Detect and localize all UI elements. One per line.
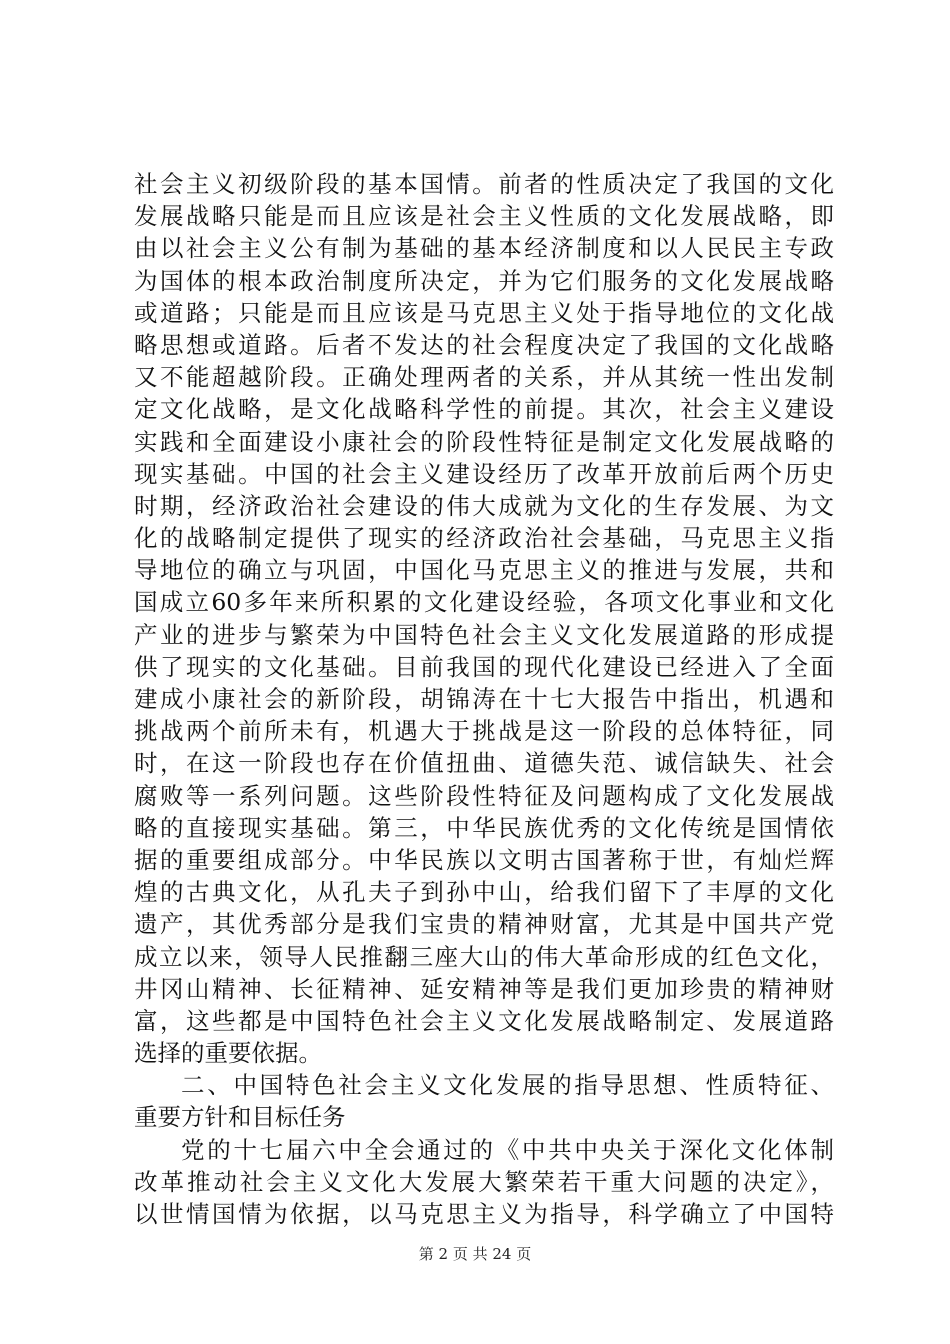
section-heading-line: 二、中国特色社会主义文化发展的指导思想、性质特征、 [181, 1071, 834, 1100]
text-line: 发展战略只能是而且应该是社会主义性质的文化发展战略，即 [134, 202, 834, 231]
text-line: 成立以来，领导人民推翻三座大山的伟大革命形成的红色文化， [134, 942, 834, 971]
text-line: 选择的重要依据。 [134, 1039, 322, 1068]
text-line: 井冈山精神、长征精神、延安精神等是我们更加珍贵的精神财 [134, 974, 834, 1003]
text-line: 时期，经济政治社会建设的伟大成就为文化的生存发展、为文 [134, 491, 834, 520]
text-line: 挑战两个前所未有，机遇大于挑战是这一阶段的总体特征，同 [134, 717, 834, 746]
text-line: 时，在这一阶段也存在价值扭曲、道德失范、诚信缺失、社会 [134, 749, 834, 778]
text-line: 为国体的根本政治制度所决定，并为它们服务的文化发展战略 [134, 266, 834, 295]
text-line: 党的十七届六中全会通过的《中共中央关于深化文化体制 [181, 1135, 834, 1164]
text-line: 供了现实的文化基础。目前我国的现代化建设已经进入了全面 [134, 652, 834, 681]
text-line: 产业的进步与繁荣为中国特色社会主义文化发展道路的形成提 [134, 620, 834, 649]
text-line: 社会主义初级阶段的基本国情。前者的性质决定了我国的文化 [134, 170, 834, 198]
text-line: 富，这些都是中国特色社会主义文化发展战略制定、发展道路 [134, 1006, 834, 1035]
text-line: 国成立60多年来所积累的文化建设经验，各项文化事业和文化 [134, 588, 834, 617]
text-line: 改革推动社会主义文化大发展大繁荣若干重大问题的决定》， [134, 1167, 834, 1196]
text-line: 据的重要组成部分。中华民族以文明古国著称于世，有灿烂辉 [134, 845, 834, 874]
document-body [134, 168, 834, 1230]
text-line: 又不能超越阶段。正确处理两者的关系，并从其统一性出发制 [134, 363, 834, 392]
text-line: 由以社会主义公有制为基础的基本经济制度和以人民民主专政 [134, 234, 834, 263]
text-line: 或道路；只能是而且应该是马克思主义处于指导地位的文化战 [134, 298, 834, 327]
text-line: 导地位的确立与巩固，中国化马克思主义的推进与发展，共和 [134, 556, 834, 585]
text-line: 实践和全面建设小康社会的阶段性特征是制定文化发展战略的 [134, 427, 834, 456]
text-line: 腐败等一系列问题。这些阶段性特征及问题构成了文化发展战 [134, 781, 834, 810]
text-line: 现实基础。中国的社会主义建设经历了改革开放前后两个历史 [134, 459, 834, 488]
text-line: 定文化战略，是文化战略科学性的前提。其次，社会主义建设 [134, 395, 834, 424]
text-line: 略思想或道路。后者不发达的社会程度决定了我国的文化战略 [134, 330, 834, 359]
text-line: 煌的古典文化，从孔夫子到孙中山，给我们留下了丰厚的文化 [134, 878, 834, 907]
page-number-footer: 第 2 页 共 24 页 [418, 1245, 532, 1263]
text-line: 建成小康社会的新阶段，胡锦涛在十七大报告中指出，机遇和 [134, 685, 834, 713]
text-line: 遗产，其优秀部分是我们宝贵的精神财富，尤其是中国共产党 [134, 910, 834, 939]
section-heading-line: 重要方针和目标任务 [134, 1103, 346, 1132]
text-line: 以世情国情为依据，以马克思主义为指导，科学确立了中国特 [134, 1200, 834, 1228]
text-line: 化的战略制定提供了现实的经济政治社会基础，马克思主义指 [134, 524, 834, 553]
text-line: 略的直接现实基础。第三，中华民族优秀的文化传统是国情依 [134, 813, 834, 842]
